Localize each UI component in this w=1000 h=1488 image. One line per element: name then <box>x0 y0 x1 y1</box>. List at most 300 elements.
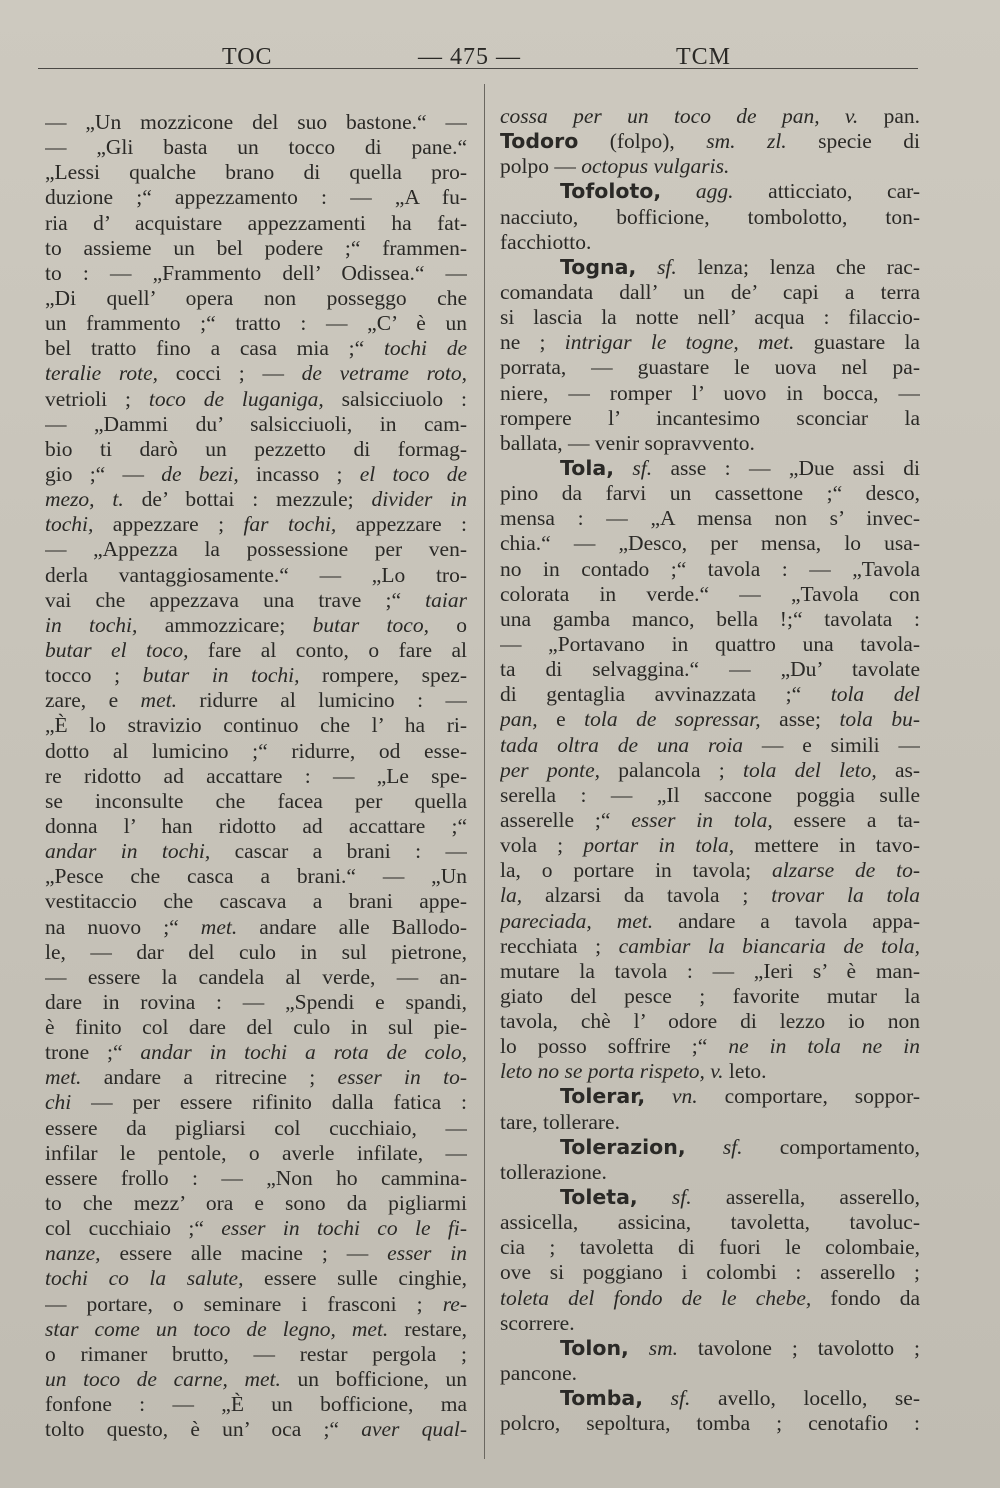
text-line <box>45 713 467 738</box>
text-line <box>500 481 920 506</box>
text-run: serella : — „Il saccone poggia sulle <box>500 782 920 807</box>
text-line <box>500 330 920 355</box>
text-run: — „Dammi du’ salsicciuoli, in cam- <box>45 411 467 436</box>
text-run: asse; <box>760 707 840 732</box>
text-run: o <box>428 612 467 637</box>
text-line <box>500 909 920 934</box>
italic-run: cambiar la biancaria de tola, <box>618 933 920 958</box>
text-run: si lascia la notte nell’ acqua : filaccio- <box>500 305 920 330</box>
text-run <box>661 179 696 203</box>
text-line <box>500 205 920 230</box>
text-run: — e simili — <box>743 732 920 757</box>
text-line <box>500 1361 920 1386</box>
text-line <box>500 758 920 783</box>
text-line <box>45 1015 467 1040</box>
text-line <box>500 934 920 959</box>
text-run: le, — dar del culo in sul pietrone, <box>45 939 467 964</box>
text-line <box>500 456 920 481</box>
text-line <box>500 883 920 908</box>
text-run: comandata dall’ un de’ capi a terra <box>500 279 920 304</box>
italic-run: sf. <box>632 455 653 480</box>
text-run: re ridotto ad accattare : — „Le spe- <box>45 763 467 788</box>
text-run: ammozzicare; <box>137 612 313 637</box>
text-line <box>500 1185 920 1210</box>
text-line <box>45 1266 467 1291</box>
text-run: rompere l’ incantesimo sconciar la <box>500 405 920 430</box>
text-run: andare a ritrecine ; <box>81 1065 338 1090</box>
italic-run: ne in tola ne in <box>728 1034 920 1059</box>
italic-run: de bezi, <box>161 461 239 486</box>
italic-run: pareciada, met. <box>500 908 654 933</box>
text-run: cascar a brani : — <box>210 839 467 864</box>
italic-run: tochi co la salute, <box>45 1266 244 1291</box>
text-line <box>45 663 467 688</box>
italic-run: tola del <box>830 682 920 707</box>
text-line <box>45 437 467 462</box>
text-run: appezzare ; <box>93 512 244 537</box>
text-run: dotto al lumicino ;“ ridurre, od esse- <box>45 738 467 763</box>
italic-run: tochi de <box>383 336 467 361</box>
text-run <box>645 1084 672 1108</box>
text-line <box>500 657 920 682</box>
text-line <box>500 984 920 1009</box>
text-run: niere, — romper l’ uovo in bocca, — <box>500 380 920 405</box>
text-run: asse : — „Due assi di <box>652 455 920 480</box>
text-run: salsicciuolo : <box>323 386 467 411</box>
text-line <box>45 1317 467 1342</box>
italic-run: taiar <box>425 587 467 612</box>
italic-run: star come un toco de legno, met. <box>45 1316 389 1341</box>
italic-run: tada oltra de una roia <box>500 732 744 757</box>
text-line <box>500 1311 920 1336</box>
text-line <box>45 1040 467 1065</box>
text-run: fondo da <box>811 1285 920 1310</box>
text-run: ballata, — venir sopravvento. <box>500 430 755 455</box>
text-run: e <box>537 707 585 732</box>
text-run: essere frollo : — „Non ho cammina- <box>45 1165 467 1190</box>
italic-run: sm. zl. <box>706 129 787 154</box>
column-divider <box>484 84 485 1459</box>
text-line <box>500 1160 920 1185</box>
text-line <box>500 230 920 255</box>
text-line <box>500 808 920 833</box>
text-line <box>45 638 467 663</box>
italic-run: portar in tola, <box>583 833 735 858</box>
text-line <box>500 582 920 607</box>
text-run <box>686 1135 723 1159</box>
text-line <box>45 613 467 638</box>
italic-run: trovar la tola <box>771 883 920 908</box>
text-line <box>500 1386 920 1411</box>
text-run: giato del pesce ; favorite mutar la <box>500 983 920 1008</box>
text-run: andare alle Ballodo- <box>237 914 467 939</box>
text-run: „È lo stravizio continuo che l’ ha ri- <box>45 713 467 738</box>
text-run <box>638 1185 672 1209</box>
text-line <box>500 1411 920 1436</box>
italic-run: re- <box>442 1291 467 1316</box>
header-rule <box>38 68 918 69</box>
text-run: porrata, — guastare le uova nel pa- <box>500 355 920 380</box>
text-run: chia.“ — „Desco, per mensa, lo usa- <box>500 531 920 556</box>
text-line <box>500 632 920 657</box>
text-run: polcro, sepoltura, tomba ; cenotafio : <box>500 1411 920 1436</box>
text-line <box>45 1090 467 1115</box>
text-run: avello, locello, se- <box>690 1386 920 1411</box>
text-line <box>45 261 467 286</box>
text-run: bel tratto fino a casa mia ;“ <box>45 336 384 361</box>
italic-run: mezo, t. <box>45 487 124 512</box>
text-run: atticciato, car- <box>733 179 920 204</box>
text-line <box>45 1191 467 1216</box>
text-run: vola ; <box>500 833 584 858</box>
text-run: tolto questo, è un’ oca ;“ <box>45 1417 362 1442</box>
text-line <box>45 135 467 160</box>
text-run: facchiotto. <box>500 229 592 254</box>
headword: Tolerazion, <box>560 1134 686 1159</box>
text-run: bio ti darò un pezzetto di formag- <box>45 436 467 461</box>
text-run: andare a tavola appa- <box>653 908 920 933</box>
text-run: fare al conto, o fare al <box>188 637 467 662</box>
text-run: di gentaglia avvinazzata ;“ <box>500 682 831 707</box>
text-line <box>45 387 467 412</box>
italic-run: el toco de <box>359 461 467 486</box>
text-line <box>45 412 467 437</box>
text-line <box>500 607 920 632</box>
italic-run: de vetrame roto, <box>301 361 467 386</box>
italic-run: sf. <box>670 1386 691 1411</box>
text-line <box>45 1417 467 1442</box>
text-run: assicella, assicina, tavoletta, tavoluc- <box>500 1210 920 1235</box>
text-run: trone ;“ <box>45 1040 141 1065</box>
text-run: na nuovo ;“ <box>45 914 201 939</box>
headword: Toleta, <box>560 1185 638 1210</box>
headword: Togna, <box>560 254 637 279</box>
text-run: scorrere. <box>500 1310 575 1335</box>
italic-run: andar in tochi a rota de colo, <box>140 1040 467 1065</box>
text-run: specie di <box>786 129 920 154</box>
text-line <box>45 864 467 889</box>
text-line <box>45 965 467 990</box>
text-run <box>629 1336 649 1360</box>
headword: Tofoloto, <box>560 179 662 204</box>
text-run: de’ bottai : mezzule; <box>123 487 372 512</box>
italic-run: aver qual- <box>361 1417 467 1442</box>
text-run: tocco ; <box>45 663 143 688</box>
text-line <box>500 1084 920 1109</box>
italic-run: alzarse de to- <box>772 858 920 883</box>
italic-run: la, <box>500 883 523 908</box>
text-line <box>500 154 920 179</box>
text-line <box>45 336 467 361</box>
text-run: ria d’ acquistare appezzamenti ha fat- <box>45 210 467 235</box>
text-run: to assieme un bel podere ;“ frammen- <box>45 235 467 260</box>
text-line <box>45 462 467 487</box>
running-header <box>0 40 1000 80</box>
italic-run: toco de luganiga, <box>148 386 324 411</box>
text-line <box>45 990 467 1015</box>
italic-run: esser in to- <box>337 1065 467 1090</box>
italic-run: tola bu- <box>839 707 920 732</box>
text-run: cocci ; — <box>158 361 302 386</box>
text-run: rompere, spez- <box>299 663 467 688</box>
text-line <box>45 739 467 764</box>
text-run <box>636 255 657 279</box>
text-run: un frammento ;“ tratto : — „C’ è un <box>45 311 467 336</box>
text-run: — portare, o seminare i frasconi ; <box>45 1291 443 1316</box>
italic-run: leto no se porta rispeto, v. <box>500 1059 724 1084</box>
italic-run: cossa per un toco de pan, v. <box>500 104 859 128</box>
text-run: cia ; tavoletta di fuori le colombaie, <box>500 1235 920 1260</box>
text-line <box>45 236 467 261</box>
text-run: lo posso soffrire ;“ <box>500 1034 729 1059</box>
text-run: — „Gli basta un tocco di pane.“ <box>45 135 467 160</box>
text-run: ove si poggiano i colombi : asserello ; <box>500 1260 920 1285</box>
italic-run: met. <box>200 914 238 939</box>
text-line <box>500 1059 920 1084</box>
text-run: lenza; lenza che rac- <box>676 254 920 279</box>
text-run: „Pesce che casca a brani.“ — „Un <box>45 864 467 889</box>
italic-run: butar toco, <box>312 612 429 637</box>
text-line <box>45 1292 467 1317</box>
text-run: una gamba manco, bella !;“ tavolata : <box>500 606 920 631</box>
text-run: — „Appezza la possessione per ven- <box>45 537 467 562</box>
text-run: tavolone ; tavolotto ; <box>678 1335 920 1360</box>
italic-run: nanze, <box>45 1241 101 1266</box>
text-line <box>45 1241 467 1266</box>
text-line <box>500 406 920 431</box>
text-line <box>45 1065 467 1090</box>
text-run: mutare la tavola : — „Ieri s’ è man- <box>500 958 920 983</box>
text-line <box>45 688 467 713</box>
text-run: tavola, chè l’ odore di lezzo io non <box>500 1009 920 1034</box>
text-run: — per essere rifinito dalla fatica : <box>71 1090 467 1115</box>
text-run: nacciuto, bofficione, tombolotto, ton- <box>500 204 920 229</box>
italic-run: divider in <box>371 487 467 512</box>
text-run: essere sulle cinghie, <box>243 1266 467 1291</box>
text-line <box>500 557 920 582</box>
text-run: la, o portare in tavola; <box>500 858 773 883</box>
text-line <box>45 889 467 914</box>
text-line <box>45 915 467 940</box>
text-run: tare, tollerare. <box>500 1109 620 1134</box>
text-run: se inconsulte che facea per quella <box>45 788 467 813</box>
italic-run: intrigar le togne, met. <box>564 330 795 355</box>
italic-run: esser in <box>387 1241 467 1266</box>
text-line <box>45 211 467 236</box>
text-line <box>45 1116 467 1141</box>
italic-run: toleta del fondo de le chebe, <box>500 1285 812 1310</box>
text-run: duzione ;“ appezzamento : — „A fu- <box>45 185 467 210</box>
text-run: alzarsi da tavola ; <box>522 883 772 908</box>
right-column <box>500 104 920 1436</box>
text-run: col cucchiaio ;“ <box>45 1216 222 1241</box>
italic-run: un toco de carne, met. <box>45 1367 281 1392</box>
italic-run: met. <box>140 688 177 713</box>
text-line <box>45 1216 467 1241</box>
text-line <box>45 1367 467 1392</box>
italic-run: sf. <box>722 1134 743 1159</box>
text-line <box>500 1286 920 1311</box>
text-line <box>45 789 467 814</box>
text-line <box>500 255 920 280</box>
italic-run: octopus vulgaris. <box>581 154 730 179</box>
text-run: palancola ; <box>600 757 743 782</box>
text-line <box>45 1392 467 1417</box>
text-run <box>614 456 632 480</box>
text-line <box>500 104 920 129</box>
text-run: pancone. <box>500 1361 578 1386</box>
text-run: guastare la <box>794 330 920 355</box>
italic-run: agg. <box>695 179 734 204</box>
text-line <box>500 707 920 732</box>
text-run: to : — „Frammento dell’ Odissea.“ — <box>45 260 467 285</box>
text-line <box>45 311 467 336</box>
text-line <box>45 1141 467 1166</box>
text-run: essere alle macine ; — <box>100 1241 388 1266</box>
italic-run: chi <box>45 1090 72 1115</box>
text-line <box>500 506 920 531</box>
text-line <box>45 487 467 512</box>
text-line <box>45 537 467 562</box>
left-column <box>45 110 467 1442</box>
italic-run: pan, <box>500 707 538 732</box>
text-run: polpo — <box>500 154 582 179</box>
page-number: — 475 — <box>418 44 521 70</box>
text-run: un bofficione, un <box>280 1367 467 1392</box>
text-line <box>45 814 467 839</box>
text-run: zare, e <box>45 688 141 713</box>
italic-run: met. <box>45 1065 82 1090</box>
text-run: colorata in verde.“ — „Tavola con <box>500 581 920 606</box>
text-line <box>45 563 467 588</box>
italic-run: andar in tochi, <box>45 839 211 864</box>
text-line <box>500 783 920 808</box>
text-line <box>500 1336 920 1361</box>
italic-run: butar in tochi, <box>142 663 300 688</box>
text-run: as- <box>876 757 920 782</box>
text-run: — „Un mozzicone del suo bastone.“ — <box>45 110 467 134</box>
text-line <box>500 1135 920 1160</box>
text-run: essere da pigliarsi col cucchiaio, — <box>45 1115 467 1140</box>
italic-run: teralie rote, <box>45 361 159 386</box>
headword: Tomba, <box>560 1386 644 1411</box>
text-run: ridurre al lumicino : — <box>176 688 467 713</box>
text-line <box>45 940 467 965</box>
text-run: asserella, asserello, <box>691 1185 920 1210</box>
text-line <box>500 682 920 707</box>
text-run: o rimaner brutto, — restar pergola ; <box>45 1341 467 1366</box>
headword: Tolon, <box>560 1335 629 1360</box>
headword: Todoro <box>500 129 579 154</box>
text-line <box>500 833 920 858</box>
text-line <box>500 531 920 556</box>
text-run: appezzare : <box>336 512 467 537</box>
text-run: infilar le pentole, o averle infilate, — <box>45 1140 467 1165</box>
text-line <box>45 1342 467 1367</box>
italic-run: esser in tola, <box>631 807 773 832</box>
italic-run: tola de sopressar, <box>584 707 761 732</box>
italic-run: sm. <box>648 1335 679 1360</box>
text-run: vestitaccio che cascava a brani appe- <box>45 889 467 914</box>
text-line <box>45 839 467 864</box>
text-run: asserelle ;“ <box>500 807 632 832</box>
text-run: tollerazione. <box>500 1159 607 1184</box>
text-run: vai che appezzava una trave ;“ <box>45 587 426 612</box>
text-run: comportamento, <box>742 1134 920 1159</box>
text-run: fonfone : — „È un bofficione, ma <box>45 1392 467 1417</box>
text-run: „Di quell’ opera non posseggo che <box>45 285 467 310</box>
text-run: è finito col dare del culo in sul pie- <box>45 1015 467 1040</box>
text-line <box>500 733 920 758</box>
text-run: gio ;“ — <box>45 461 162 486</box>
text-run: pino da farvi un cassettone ;“ desco, <box>500 481 920 506</box>
text-run: no in contado ;“ tavola : — „Tavola <box>500 556 920 581</box>
headword: Tola, <box>560 455 614 480</box>
text-run: mettere in tavo- <box>734 833 920 858</box>
text-line <box>500 1009 920 1034</box>
text-run: to che mezz’ ora e sono da pigliarmi <box>45 1191 467 1216</box>
text-line <box>45 110 467 135</box>
text-line <box>45 286 467 311</box>
header-right-guideword: TCM <box>676 44 732 70</box>
italic-run: sf. <box>671 1185 692 1210</box>
text-line <box>500 1260 920 1285</box>
text-run: mensa : — „A mensa non s’ invec- <box>500 506 920 531</box>
text-line <box>45 588 467 613</box>
text-line <box>45 185 467 210</box>
text-run: — essere la candela al verde, — an- <box>45 964 467 989</box>
text-line <box>45 764 467 789</box>
text-line <box>500 1235 920 1260</box>
text-run: restare, <box>388 1316 467 1341</box>
text-line <box>500 305 920 330</box>
text-line <box>500 179 920 204</box>
text-line <box>500 1034 920 1059</box>
text-run: leto. <box>723 1059 767 1084</box>
italic-run: per ponte, <box>500 757 601 782</box>
text-run: incasso ; <box>238 461 360 486</box>
italic-run: esser in tochi co le fi- <box>221 1216 467 1241</box>
text-run <box>643 1386 671 1410</box>
italic-run: butar el toco, <box>45 637 189 662</box>
text-run: ne ; <box>500 330 565 355</box>
text-run: vetrioli ; <box>45 386 149 411</box>
italic-run: tola del leto, <box>742 757 877 782</box>
text-line <box>500 129 920 154</box>
text-run: derla vantaggiosamente.“ — „Lo tro- <box>45 562 467 587</box>
text-line <box>45 160 467 185</box>
text-line <box>500 280 920 305</box>
text-line <box>500 858 920 883</box>
italic-run: vn. <box>672 1084 698 1109</box>
text-run: dare in rovina : — „Spendi e spandi, <box>45 989 467 1014</box>
text-run: „Lessi qualche brano di quella pro- <box>45 160 467 185</box>
italic-run: tochi, <box>45 512 94 537</box>
text-line <box>500 1210 920 1235</box>
text-line <box>500 959 920 984</box>
headword: Tolerar, <box>560 1084 646 1109</box>
text-run: comportare, soppor- <box>697 1084 920 1109</box>
text-run: recchiata ; <box>500 933 619 958</box>
text-line <box>500 1110 920 1135</box>
text-line <box>500 355 920 380</box>
text-line <box>500 431 920 456</box>
italic-run: far tochi, <box>243 512 337 537</box>
text-run: ta di selvaggina.“ — „Du’ tavolate <box>500 657 920 682</box>
header-left-guideword: TOC <box>222 44 273 70</box>
text-run: donna l’ han ridotto ad accattare ;“ <box>45 813 467 838</box>
italic-run: sf. <box>657 254 677 279</box>
